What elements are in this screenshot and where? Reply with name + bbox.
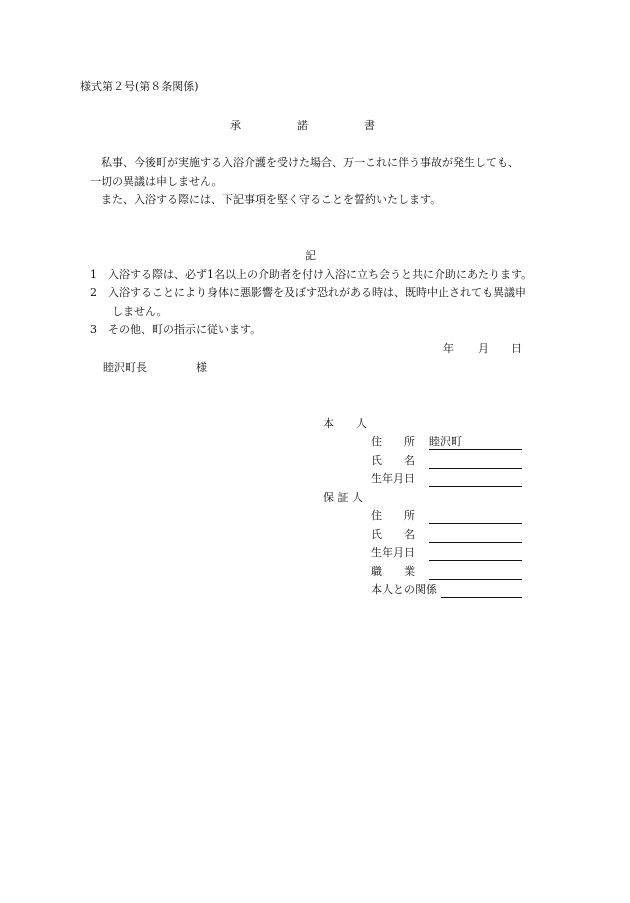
list-item-2-text: 入浴することにより身体に悪影響を及ぼす恐れがある時は、既時中止されても異議申 xyxy=(108,286,526,299)
addressee-honorific: 様 xyxy=(196,361,207,374)
guarantor-name-label: 氏 名 xyxy=(371,528,415,541)
guarantor-address-label: 住 所 xyxy=(371,509,415,522)
guarantor-heading: 保 証 人 xyxy=(323,491,363,504)
principal-address-label: 住 所 xyxy=(371,435,415,448)
guarantor-job-row xyxy=(371,565,523,579)
title-char-2: 諾 xyxy=(297,119,308,132)
date-year: 年 xyxy=(443,342,454,355)
guarantor-address-row xyxy=(371,509,523,523)
principal-address-value: 睦沢町 xyxy=(429,435,462,448)
body-paragraph-1-line-1: 私事、今後町が実施する入浴介護を受けた場合、万一これに伴う事故が発生しても、 xyxy=(101,156,519,169)
date-month: 月 xyxy=(478,342,489,355)
body-paragraph-1-line-2: 一切の異議は申しません。 xyxy=(90,175,223,188)
guarantor-birth-label: 生年月日 xyxy=(371,546,415,559)
list-item-1-number: 1 xyxy=(90,268,97,281)
document-title xyxy=(0,119,630,133)
guarantor-address-field[interactable] xyxy=(429,509,522,524)
guarantor-relation-field[interactable] xyxy=(441,583,522,598)
list-item-2-continuation: しません。 xyxy=(112,305,168,318)
principal-birth-label: 生年月日 xyxy=(371,472,415,485)
date-day: 日 xyxy=(511,342,522,355)
principal-address-field[interactable] xyxy=(429,435,522,450)
principal-heading: 本 人 xyxy=(323,417,367,430)
principal-address-row xyxy=(371,435,523,449)
principal-name-field[interactable] xyxy=(429,454,522,469)
principal-name-row xyxy=(371,454,523,468)
body-paragraph-2: また、入浴する際には、下記事項を堅く守ることを誓約いたします。 xyxy=(101,193,442,206)
addressee-name: 睦沢町長 xyxy=(103,361,147,374)
list-item-2-number: 2 xyxy=(90,286,97,299)
ki-heading: 記 xyxy=(305,249,316,262)
list-item-3-text: その他、町の指示に従います。 xyxy=(108,323,262,336)
guarantor-job-label: 職 業 xyxy=(371,565,415,578)
guarantor-name-row xyxy=(371,528,523,542)
title-char-3: 書 xyxy=(364,119,375,132)
guarantor-job-field[interactable] xyxy=(429,565,522,580)
title-char-1: 承 xyxy=(230,119,241,132)
principal-birth-row xyxy=(371,472,523,486)
form-number: 様式第２号(第８条関係) xyxy=(80,80,199,93)
guarantor-birth-row xyxy=(371,546,523,560)
principal-birth-field[interactable] xyxy=(429,472,522,487)
list-item-3-number: 3 xyxy=(90,323,97,336)
principal-name-label: 氏 名 xyxy=(371,454,415,467)
guarantor-relation-label: 本人との関係 xyxy=(371,583,437,596)
list-item-1-text: 入浴する際は、必ず1名以上の介助者を付け入浴に立ち会うと共に介助にあたります。 xyxy=(108,268,533,281)
guarantor-birth-field[interactable] xyxy=(429,546,522,561)
guarantor-name-field[interactable] xyxy=(429,528,522,543)
guarantor-relation-row xyxy=(371,583,523,597)
